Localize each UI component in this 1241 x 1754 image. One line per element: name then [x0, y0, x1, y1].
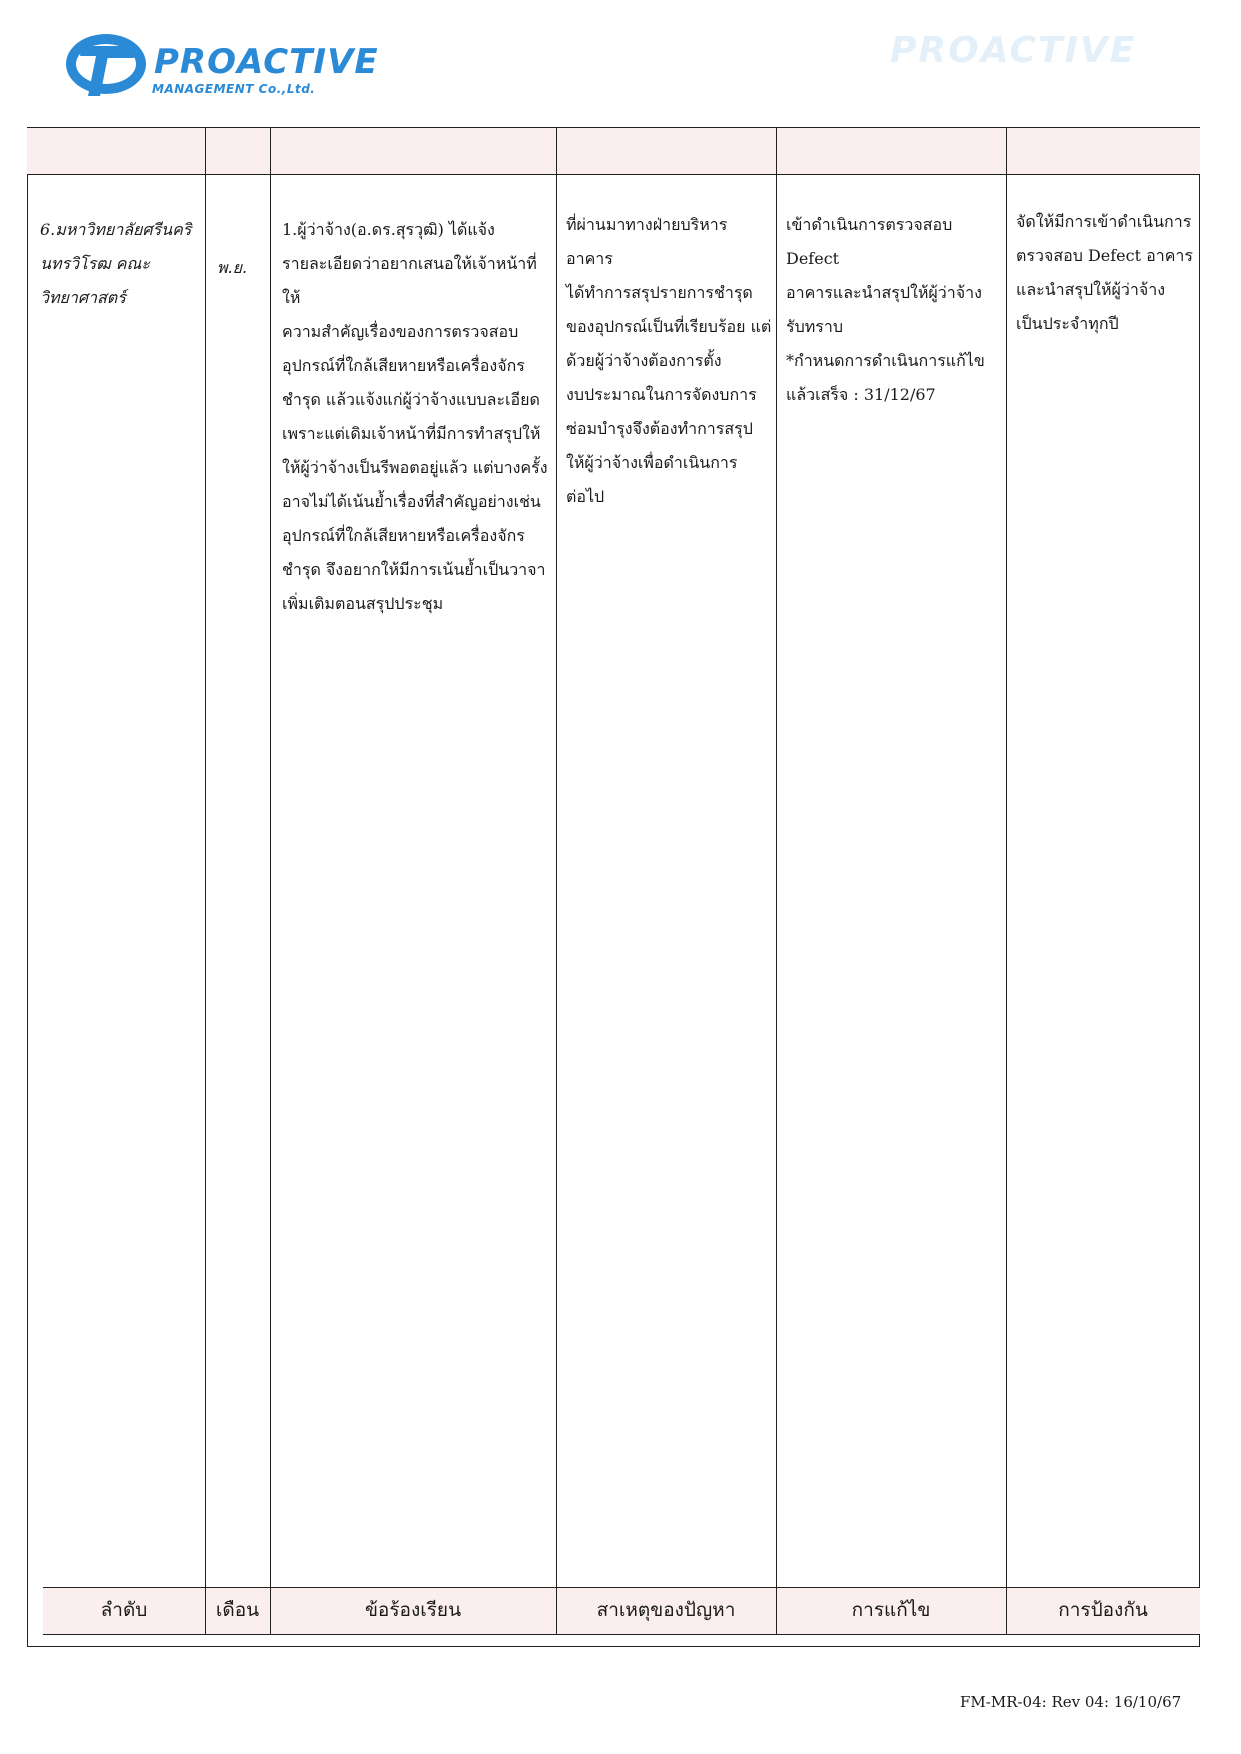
column-divider — [556, 128, 557, 1634]
footer-header-correction: การแก้ไข — [851, 1599, 931, 1621]
footer-header-month: เดือน — [215, 1599, 260, 1621]
row-cause-cell: ที่ผ่านมาทางฝ่ายบริหารอาคาร ได้ทำการสรุปรายการชำรุด ของอุปกรณ์เป็นที่เรียบร้อย แต่ ด้วยผู้ว่าจ้างต้องการตั้ง งบประมาณในการจัดงบการ ซ่อมบำรุงจึงต้องทำการสรุป ให้ผู้ว่าจ้างเพื่อดำเนินการ ต่อไป — [566, 215, 772, 506]
footer-header-order: ลำดับ — [100, 1599, 148, 1621]
footer-header-prevention: การป้องกัน — [1058, 1599, 1148, 1621]
footer-header-cause: สาเหตุของปัญหา — [596, 1599, 736, 1621]
table-header-band — [27, 128, 1200, 175]
logo-emblem-icon — [62, 26, 162, 106]
company-logo — [62, 26, 379, 106]
row-correction-deadline: *กำหนดการดำเนินการแก้ไข แล้วเสร็จ : 31/12/67 — [786, 351, 985, 404]
row-month-cell: พ.ย. — [217, 258, 248, 277]
watermark-text: PROACTIVE — [890, 30, 1137, 71]
column-divider — [205, 128, 206, 1634]
row-complaint-cell: 1.ผู้ว่าจ้าง(อ.ดร.สุรวุฒิ) ได้แจ้ง รายละเอียดว่าอยากเสนอให้เจ้าหน้าที่ให้ ความสำคัญเรื่องของการตรวจสอบ อุปกรณ์ที่ใกล้เสียหายหรือเครื่องจักร ชำรุด แล้วแจ้งแก่ผู้ว่าจ้างแบบละเอียด เพราะแต่เดิมเจ้าหน้าที่มีการทำสรุปให้ ให้ผู้ว่าจ้างเป็นรีพอตอยู่แล้ว แต่บางครั้ง อาจไม่ได้เน้นย้ำเรื่องที่สำคัญอย่างเช่น อุปกรณ์ที่ใกล้เสียหายหรือเครื่องจักร ชำรุด จึงอยากให้มีการเน้นย้ำเป็นวาจา เพิ่มเติมตอนสรุปประชุม — [282, 220, 548, 613]
footer-header-complaint: ข้อร้องเรียน — [364, 1599, 462, 1621]
row-order-cell: 6.มหาวิทยาลัยศรีนคริ นทรวิโรฒ คณะ วิทยาศาสตร์ — [40, 220, 192, 307]
row-prevention-cell: จัดให้มีการเข้าดำเนินการ ตรวจสอบ Defect อาคาร และนำสรุปให้ผู้ว่าจ้าง เป็นประจำทุกปี — [1016, 212, 1193, 333]
logo-subtitle: MANAGEMENT Co.,Ltd. — [152, 82, 316, 96]
row-correction-cell: เข้าดำเนินการตรวจสอบ Defect อาคารและนำสรุปให้ผู้ว่าจ้าง รับทราบ — [786, 215, 982, 336]
column-divider — [270, 128, 271, 1634]
logo-wordmark: PROACTIVE — [154, 42, 379, 82]
column-divider — [776, 128, 777, 1634]
document-reference: FM-MR-04: Rev 04: 16/10/67 — [960, 1693, 1182, 1711]
column-divider — [1006, 128, 1007, 1634]
logo-watermark — [890, 30, 1170, 90]
